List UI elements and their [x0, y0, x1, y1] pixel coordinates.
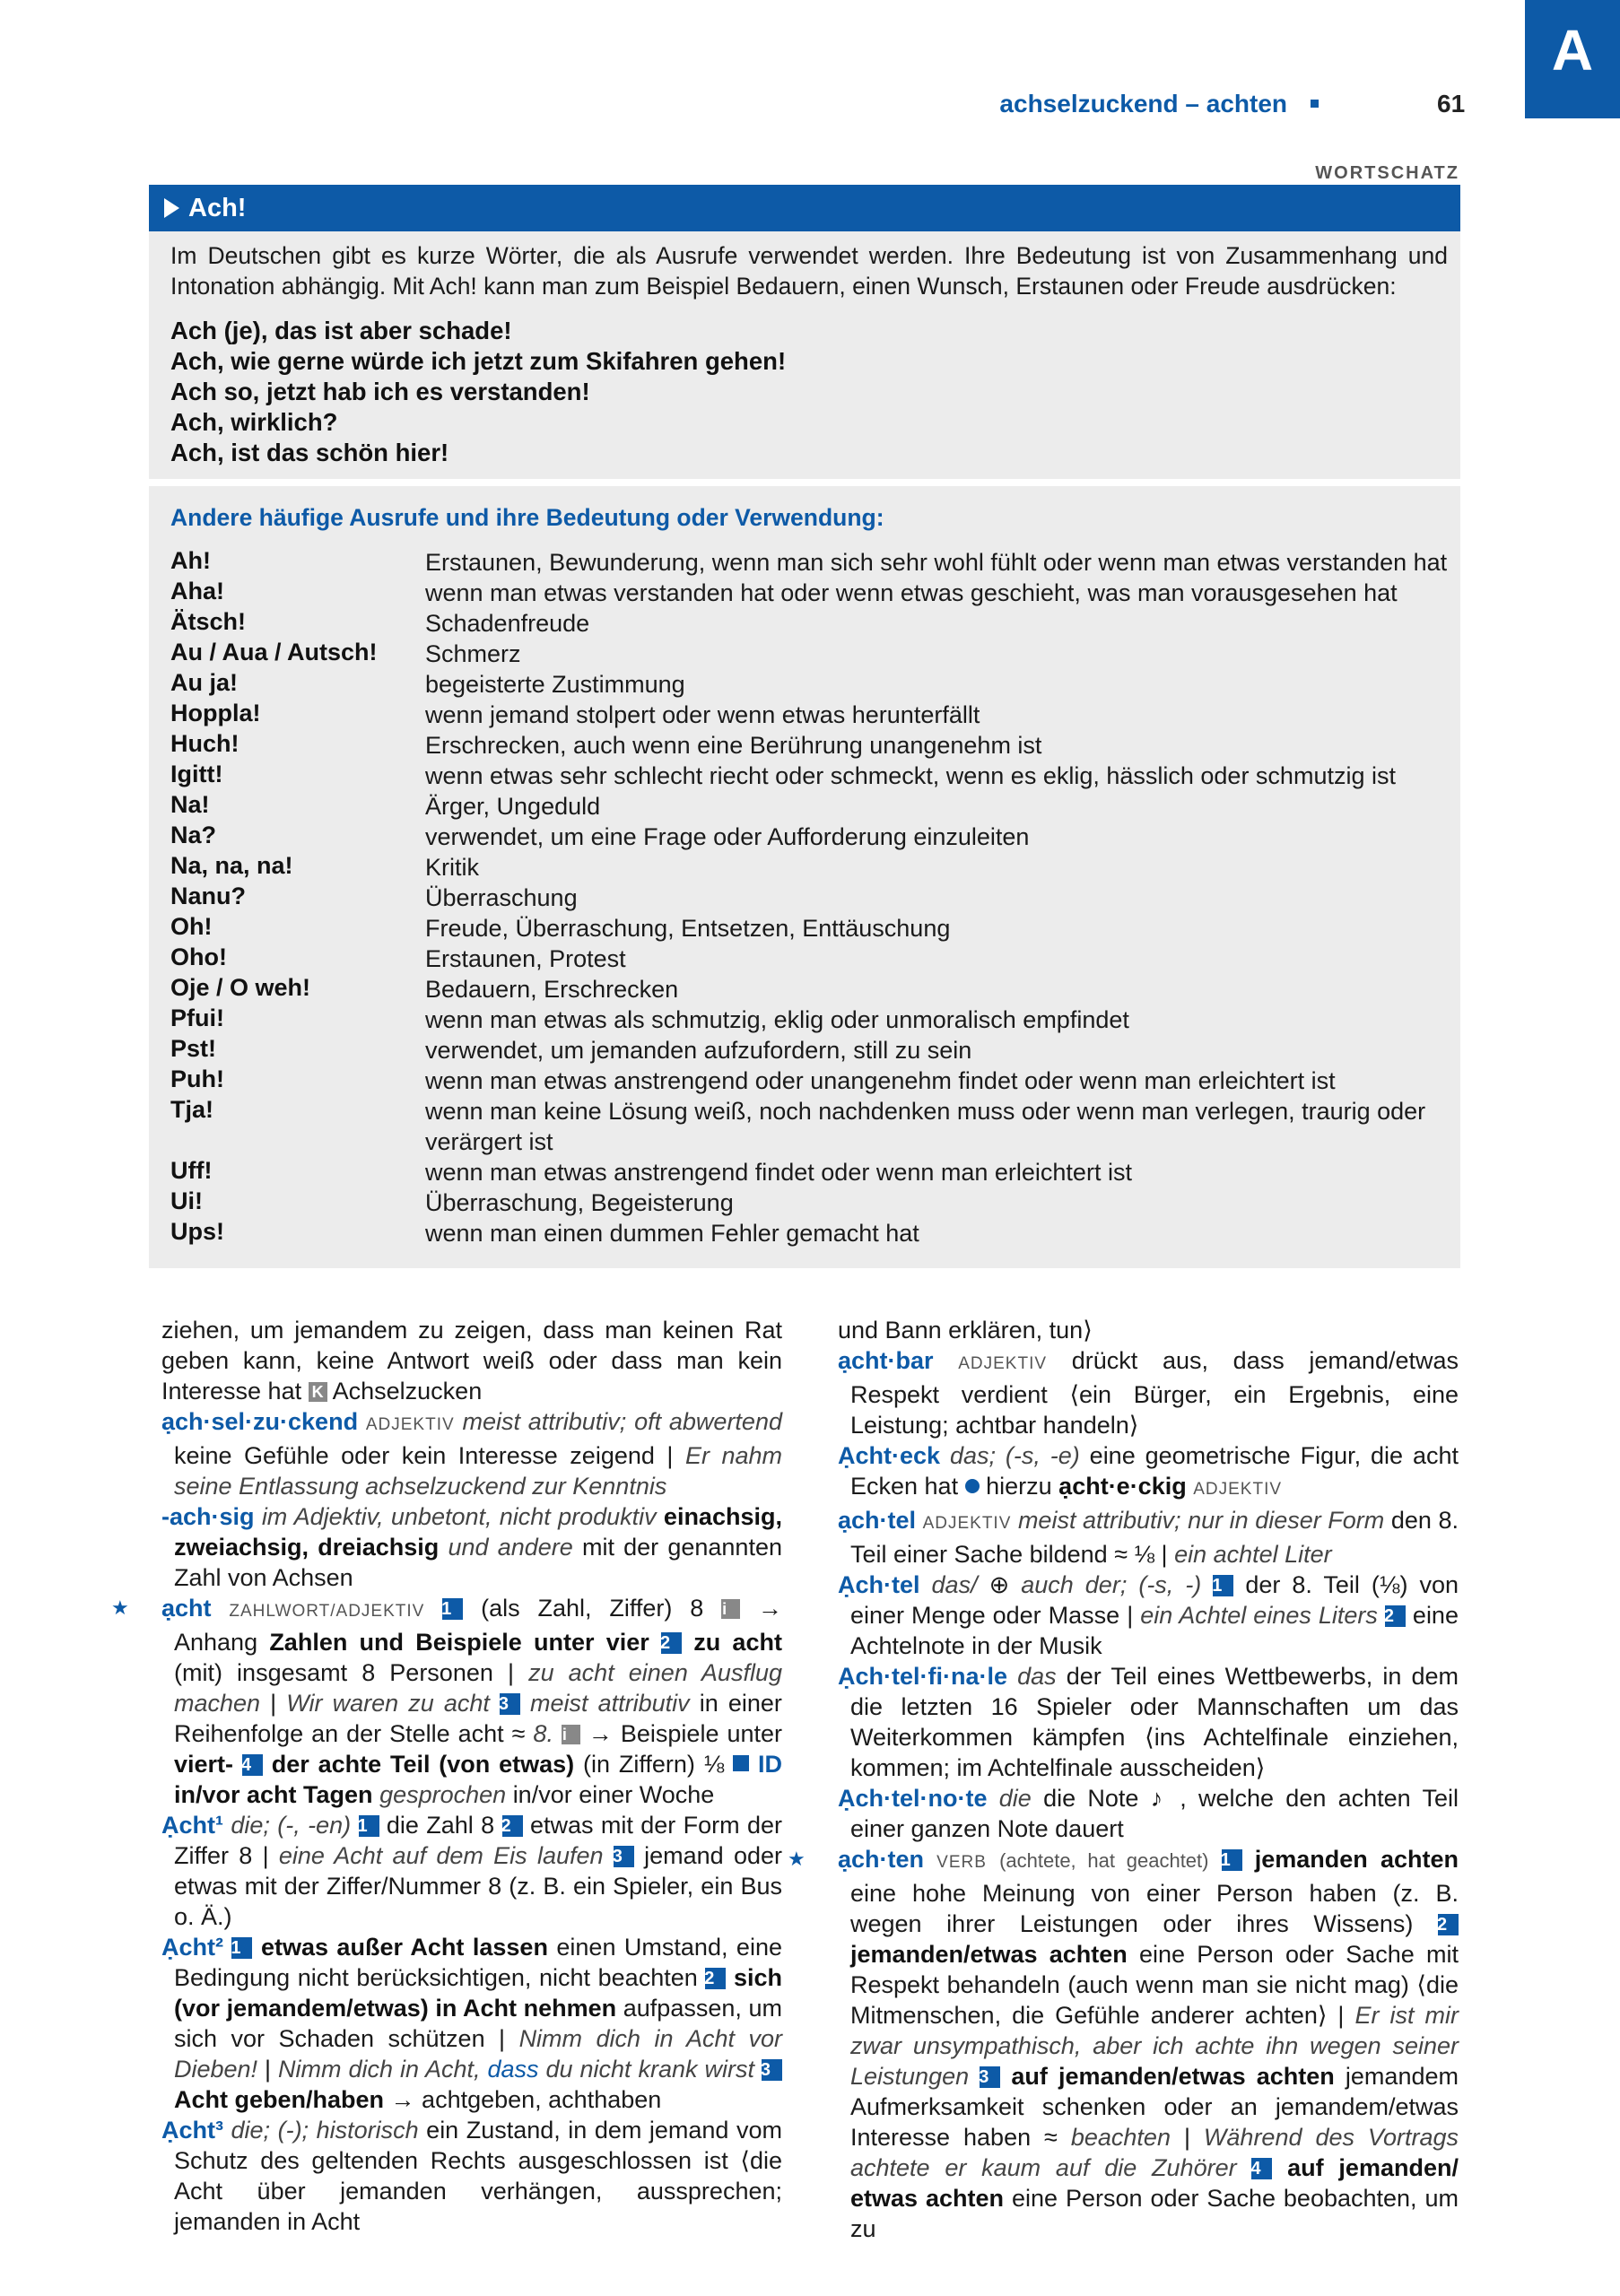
- interjection-meaning: Bedauern, Erschrecken: [425, 976, 679, 1003]
- star-icon: ★: [788, 1848, 806, 1870]
- interjection-meaning: Schmerz: [425, 640, 521, 667]
- entry-achsig: -ach·sig im Adjektiv, unbetont, nicht produktiv einachsig, zweiachsig, dreiachsig und andere mit der genannten Zahl von Achsen: [161, 1503, 782, 1591]
- example-sentence: Ach (je), das ist aber schade!: [170, 317, 512, 344]
- sense-number: 1: [231, 1937, 252, 1959]
- interjection-term: Ah!: [170, 547, 211, 574]
- entry-achten: ★ ạch·ten VERB (achtete, hat geachtet) 1 jemanden achten eine hohe Meinung von einer Person haben (z. B. wegen ihrer Leistungen oder ihres Wissens) 2 jemanden/etwas achten eine Person oder Sache mit Respekt behandeln (auch wenn man sie nicht mag) ⟨die Mitmenschen, die Gefühle anderer achten⟩ | Er ist mir zwar unsympathisch, aber ich achte ihn wegen seiner Leistungen 3 auf jemanden/etwas achten jemandem Aufmerksamkeit schenken oder an jemandem/etwas Interesse haben ≈ beachten | Während des Vortrags achtete er kaum auf die Zuhörer 4 auf jemanden/ etwas achten eine Person oder Sache beobachten, um zu: [788, 1846, 1459, 2242]
- sense-number: 2: [1385, 1605, 1406, 1627]
- entry-achselzuckend: ạch·sel·zu·ckend ADJEKTIV meist attributiv; oft abwertend keine Gefühle oder kein Interesse zeigend | Er nahm seine Entlassung achselzuckend zur Kenntnis: [161, 1408, 782, 1500]
- sense-number: 4: [1251, 2158, 1272, 2179]
- interjection-meaning: verwendet, um jemanden aufzufordern, still zu sein: [425, 1037, 972, 1064]
- headword: Ạch·tel·fi·na·le: [838, 1663, 1007, 1690]
- headword: ạch·sel·zu·ckend: [161, 1408, 359, 1435]
- interjection-term: Au / Aua / Autsch!: [170, 639, 378, 665]
- entry-continuation: und Bann erklären, tun⟩: [838, 1317, 1093, 1344]
- interjection-meaning: wenn man einen dummen Fehler gemacht hat: [425, 1220, 919, 1247]
- bullet-dot-icon: [965, 1479, 980, 1493]
- headword: ạch·tel: [838, 1507, 917, 1534]
- sense-number: 1: [1222, 1849, 1242, 1871]
- interjection-term: Na?: [170, 822, 217, 848]
- dictionary-column-left: [111, 1315, 783, 2237]
- interjection-term: Pfui!: [170, 1004, 224, 1031]
- box-category-label: WORTSCHATZ: [1315, 163, 1459, 183]
- cross-reference-link[interactable]: dass: [487, 2056, 539, 2083]
- sense-number: 1: [1213, 1575, 1233, 1596]
- idiom-square-icon: [733, 1755, 749, 1771]
- interjection-term: Na, na, na!: [170, 852, 293, 879]
- headword: Ạch·tel·no·te: [838, 1785, 988, 1812]
- regional-icon: ⊕: [989, 1571, 1010, 1598]
- interjection-term: Uff!: [170, 1157, 213, 1184]
- sense-number: 3: [762, 2059, 782, 2081]
- sense-number: 4: [242, 1754, 263, 1776]
- interjection-term: Aha!: [170, 578, 224, 604]
- headword: -ach·sig: [161, 1503, 255, 1530]
- letter-thumb-tab: A: [1525, 0, 1620, 118]
- headword: Ạcht³: [161, 2117, 223, 2144]
- headword: Ạcht·eck: [838, 1442, 941, 1469]
- interjection-meaning: Freude, Überraschung, Entsetzen, Enttäuschung: [425, 915, 951, 942]
- example-sentence: Ach, wie gerne würde ich jetzt zum Skifahren gehen!: [170, 347, 787, 375]
- interjection-meaning: wenn man etwas als schmutzig, eklig oder unmoralisch empfindet: [425, 1006, 1129, 1033]
- interjection-meaning: wenn man etwas anstrengend oder unangenehm findet oder wenn man erleichtert ist: [425, 1067, 1336, 1094]
- sense-number: 2: [1438, 1914, 1459, 1935]
- interjection-meaning: Erstaunen, Protest: [425, 945, 626, 972]
- headword: ạch·ten: [838, 1846, 925, 1873]
- interjection-term: Ups!: [170, 1218, 224, 1245]
- box-intro-text: Im Deutschen gibt es kurze Wörter, die als Ausrufe verwendet werden. Ihre Bedeutung ist von Zusammenhang und Intonation abhängig. Mit Ach! kann man zum Beispiel Bedauern, einen Wunsch, Erstaunen oder Freude ausdrücken:: [170, 242, 1448, 300]
- headword: Ạcht¹: [161, 1812, 223, 1839]
- entry-achteck: Ạcht·eck das; (-s, -e) eine geometrische Figur, die acht Ecken hat hierzu ạcht·e·ckig ADJEKTIV: [838, 1442, 1459, 1500]
- interjection-meaning: begeisterte Zustimmung: [425, 671, 685, 698]
- interjection-term: Pst!: [170, 1035, 217, 1062]
- entry-acht-3: Ạcht³ die; (-); historisch ein Zustand, in dem jemand vom Schutz des geltenden Rechts ausgeschlossen ist ⟨die Acht über jemanden verhängen, aussprechen; jemanden in Acht: [161, 2117, 782, 2235]
- headword: Ạcht²: [161, 1934, 223, 1961]
- list-heading: Andere häufige Ausrufe und ihre Bedeutung oder Verwendung:: [170, 504, 884, 531]
- interjection-term: Oh!: [170, 913, 213, 940]
- dictionary-column-right: [788, 1315, 1459, 2244]
- interjection-meaning: Erstaunen, Bewunderung, wenn man sich sehr wohl fühlt oder wenn man etwas verstanden hat: [425, 549, 1448, 576]
- page-number: 61: [1437, 90, 1466, 117]
- entry-continuation: ziehen, um jemandem zu zeigen, dass man keinen Rat geben kann, keine Antwort weiß oder dass man kein Interesse hat K Achselzucken: [161, 1317, 782, 1405]
- interjection-meaning: Schadenfreude: [425, 610, 590, 637]
- entry-acht-1: Ạcht¹ die; (-, -en) 1 die Zahl 8 2 etwas mit der Form der Ziffer 8 | eine Acht auf dem Eis laufen 3 jemand oder etwas mit der Ziffer/Nummer 8 (z. B. ein Spieler, ein Bus o. Ä.): [161, 1812, 782, 1930]
- interjection-term: Tja!: [170, 1096, 214, 1123]
- interjection-term: Na!: [170, 791, 210, 818]
- sense-number: 2: [705, 1968, 726, 1989]
- compound-k-icon: K: [309, 1382, 327, 1402]
- interjection-term: Hoppla!: [170, 700, 261, 726]
- sense-number: 3: [500, 1693, 520, 1715]
- example-sentence: Ach so, jetzt hab ich es verstanden!: [170, 378, 590, 405]
- interjection-meaning: Ärger, Ungeduld: [425, 793, 601, 820]
- interjection-meaning: wenn man etwas anstrengend findet oder wenn man erleichtert ist: [425, 1159, 1132, 1186]
- interjection-term: Huch!: [170, 730, 240, 757]
- info-icon: i: [721, 1599, 740, 1619]
- interjection-meaning: Überraschung: [425, 884, 578, 911]
- star-icon: ★: [111, 1596, 129, 1619]
- interjection-meaning: verwendet, um eine Frage oder Aufforderung einzuleiten: [425, 823, 1030, 850]
- sense-number: 3: [614, 1846, 634, 1867]
- box-title-bar: [149, 185, 1460, 231]
- interjection-meaning: Überraschung, Begeisterung: [425, 1189, 734, 1216]
- sense-number: 2: [661, 1632, 682, 1654]
- interjection-term: Igitt!: [170, 761, 223, 787]
- sense-number: 2: [502, 1815, 523, 1837]
- interjection-term: Ui!: [170, 1187, 203, 1214]
- interjection-meaning: wenn jemand stolpert oder wenn etwas herunterfällt: [425, 701, 980, 728]
- interjection-meaning: wenn etwas sehr schlecht riecht oder schmeckt, wenn es eklig, hässlich oder schmutzig ist: [425, 762, 1396, 789]
- interjection-meaning: Erschrecken, auch wenn eine Berührung unangenehm ist: [425, 732, 1042, 759]
- interjection-term: Oje / O weh!: [170, 974, 311, 1001]
- interjection-term: Puh!: [170, 1065, 224, 1092]
- headword: Ạch·tel: [838, 1571, 920, 1598]
- sense-number: 1: [359, 1815, 379, 1837]
- box-title: Ach!: [188, 194, 247, 222]
- entry-achtelnote: Ạch·tel·no·te die die Note ♪ , welche den achten Teil einer ganzen Note dauert: [838, 1785, 1459, 1842]
- example-sentence: Ach, ist das schön hier!: [170, 439, 449, 466]
- headword: ạcht·bar: [838, 1347, 934, 1374]
- interjection-term: Nanu?: [170, 883, 246, 909]
- entry-achtelfinale: Ạch·tel·fi·na·le das der Teil eines Wettbewerbs, in dem die letzten 16 Spieler oder Mannschaften um das Weiterkommen kämpfen ⟨ins Achtelfinale einziehen, kommen; im Achtelfinale ausscheiden⟩: [838, 1663, 1459, 1781]
- interjection-meaning: Kritik: [425, 854, 479, 881]
- triangle-right-icon: [164, 198, 179, 218]
- sense-number: 1: [442, 1598, 463, 1620]
- entry-acht-2: Ạcht² 1 etwas außer Acht lassen einen Umstand, eine Bedingung nicht berücksichtigen, nicht beachten 2 sich (vor jemandem/etwas) in Acht nehmen aufpassen, um sich vor Schaden schützen | Nimm dich in Acht vor Dieben! | Nimm dich in Acht, dass du nicht krank wirst 3 Acht geben/haben → achtgeben, achthaben: [161, 1934, 783, 2113]
- info-icon: i: [562, 1725, 580, 1744]
- interjection-term: Oho!: [170, 944, 227, 970]
- entry-achtbar: ạcht·bar ADJEKTIV drückt aus, dass jemand/etwas Respekt verdient ⟨ein Bürger, ein Ergebnis, eine Leistung; achtbar handeln⟩: [838, 1347, 1459, 1439]
- interjection-meaning: wenn man keine Lösung weiß, noch nachdenken muss oder wenn man verlegen, traurig oder verärgert ist: [425, 1098, 1426, 1155]
- interjection-meaning: wenn man etwas verstanden hat oder wenn etwas geschieht, was man vorausgesehen hat: [425, 579, 1398, 606]
- sense-number: 3: [980, 2066, 1000, 2088]
- running-head: achselzuckend – achten: [999, 90, 1342, 118]
- entry-achtel-adj: ạch·tel ADJEKTIV meist attributiv; nur in dieser Form den 8. Teil einer Sache bildend ≈ ⅛ | ein achtel Liter: [838, 1507, 1459, 1568]
- separator-square-icon: [1311, 100, 1319, 108]
- interjection-term: Au ja!: [170, 669, 239, 696]
- headword: ạcht: [161, 1595, 212, 1622]
- entry-acht: ★ ạcht ZAHLWORT/ADJEKTIV 1 (als Zahl, Ziffer) 8 i → Anhang Zahlen und Beispiele unter vier 2 zu acht (mit) insgesamt 8 Personen | zu acht einen Ausflug machen | Wir waren zu acht 3 meist attributiv in einer Reihenfolge an der Stelle acht ≈ 8. i → Beispiele unter viert- 4 der achte Teil (von etwas) (in Ziffern) ⅛ ID in/vor acht Tagen gesprochen in/vor einer Woche: [111, 1595, 782, 1808]
- example-sentence: Ach, wirklich?: [170, 408, 338, 436]
- entry-achtel-noun: Ạch·tel das/ ⊕ auch der; (-s, -) 1 der 8. Teil (⅛) von einer Menge oder Masse | ein Achtel eines Liters 2 eine Achtelnote in der Musik: [838, 1571, 1459, 1659]
- interjection-term: Ätsch!: [170, 608, 247, 635]
